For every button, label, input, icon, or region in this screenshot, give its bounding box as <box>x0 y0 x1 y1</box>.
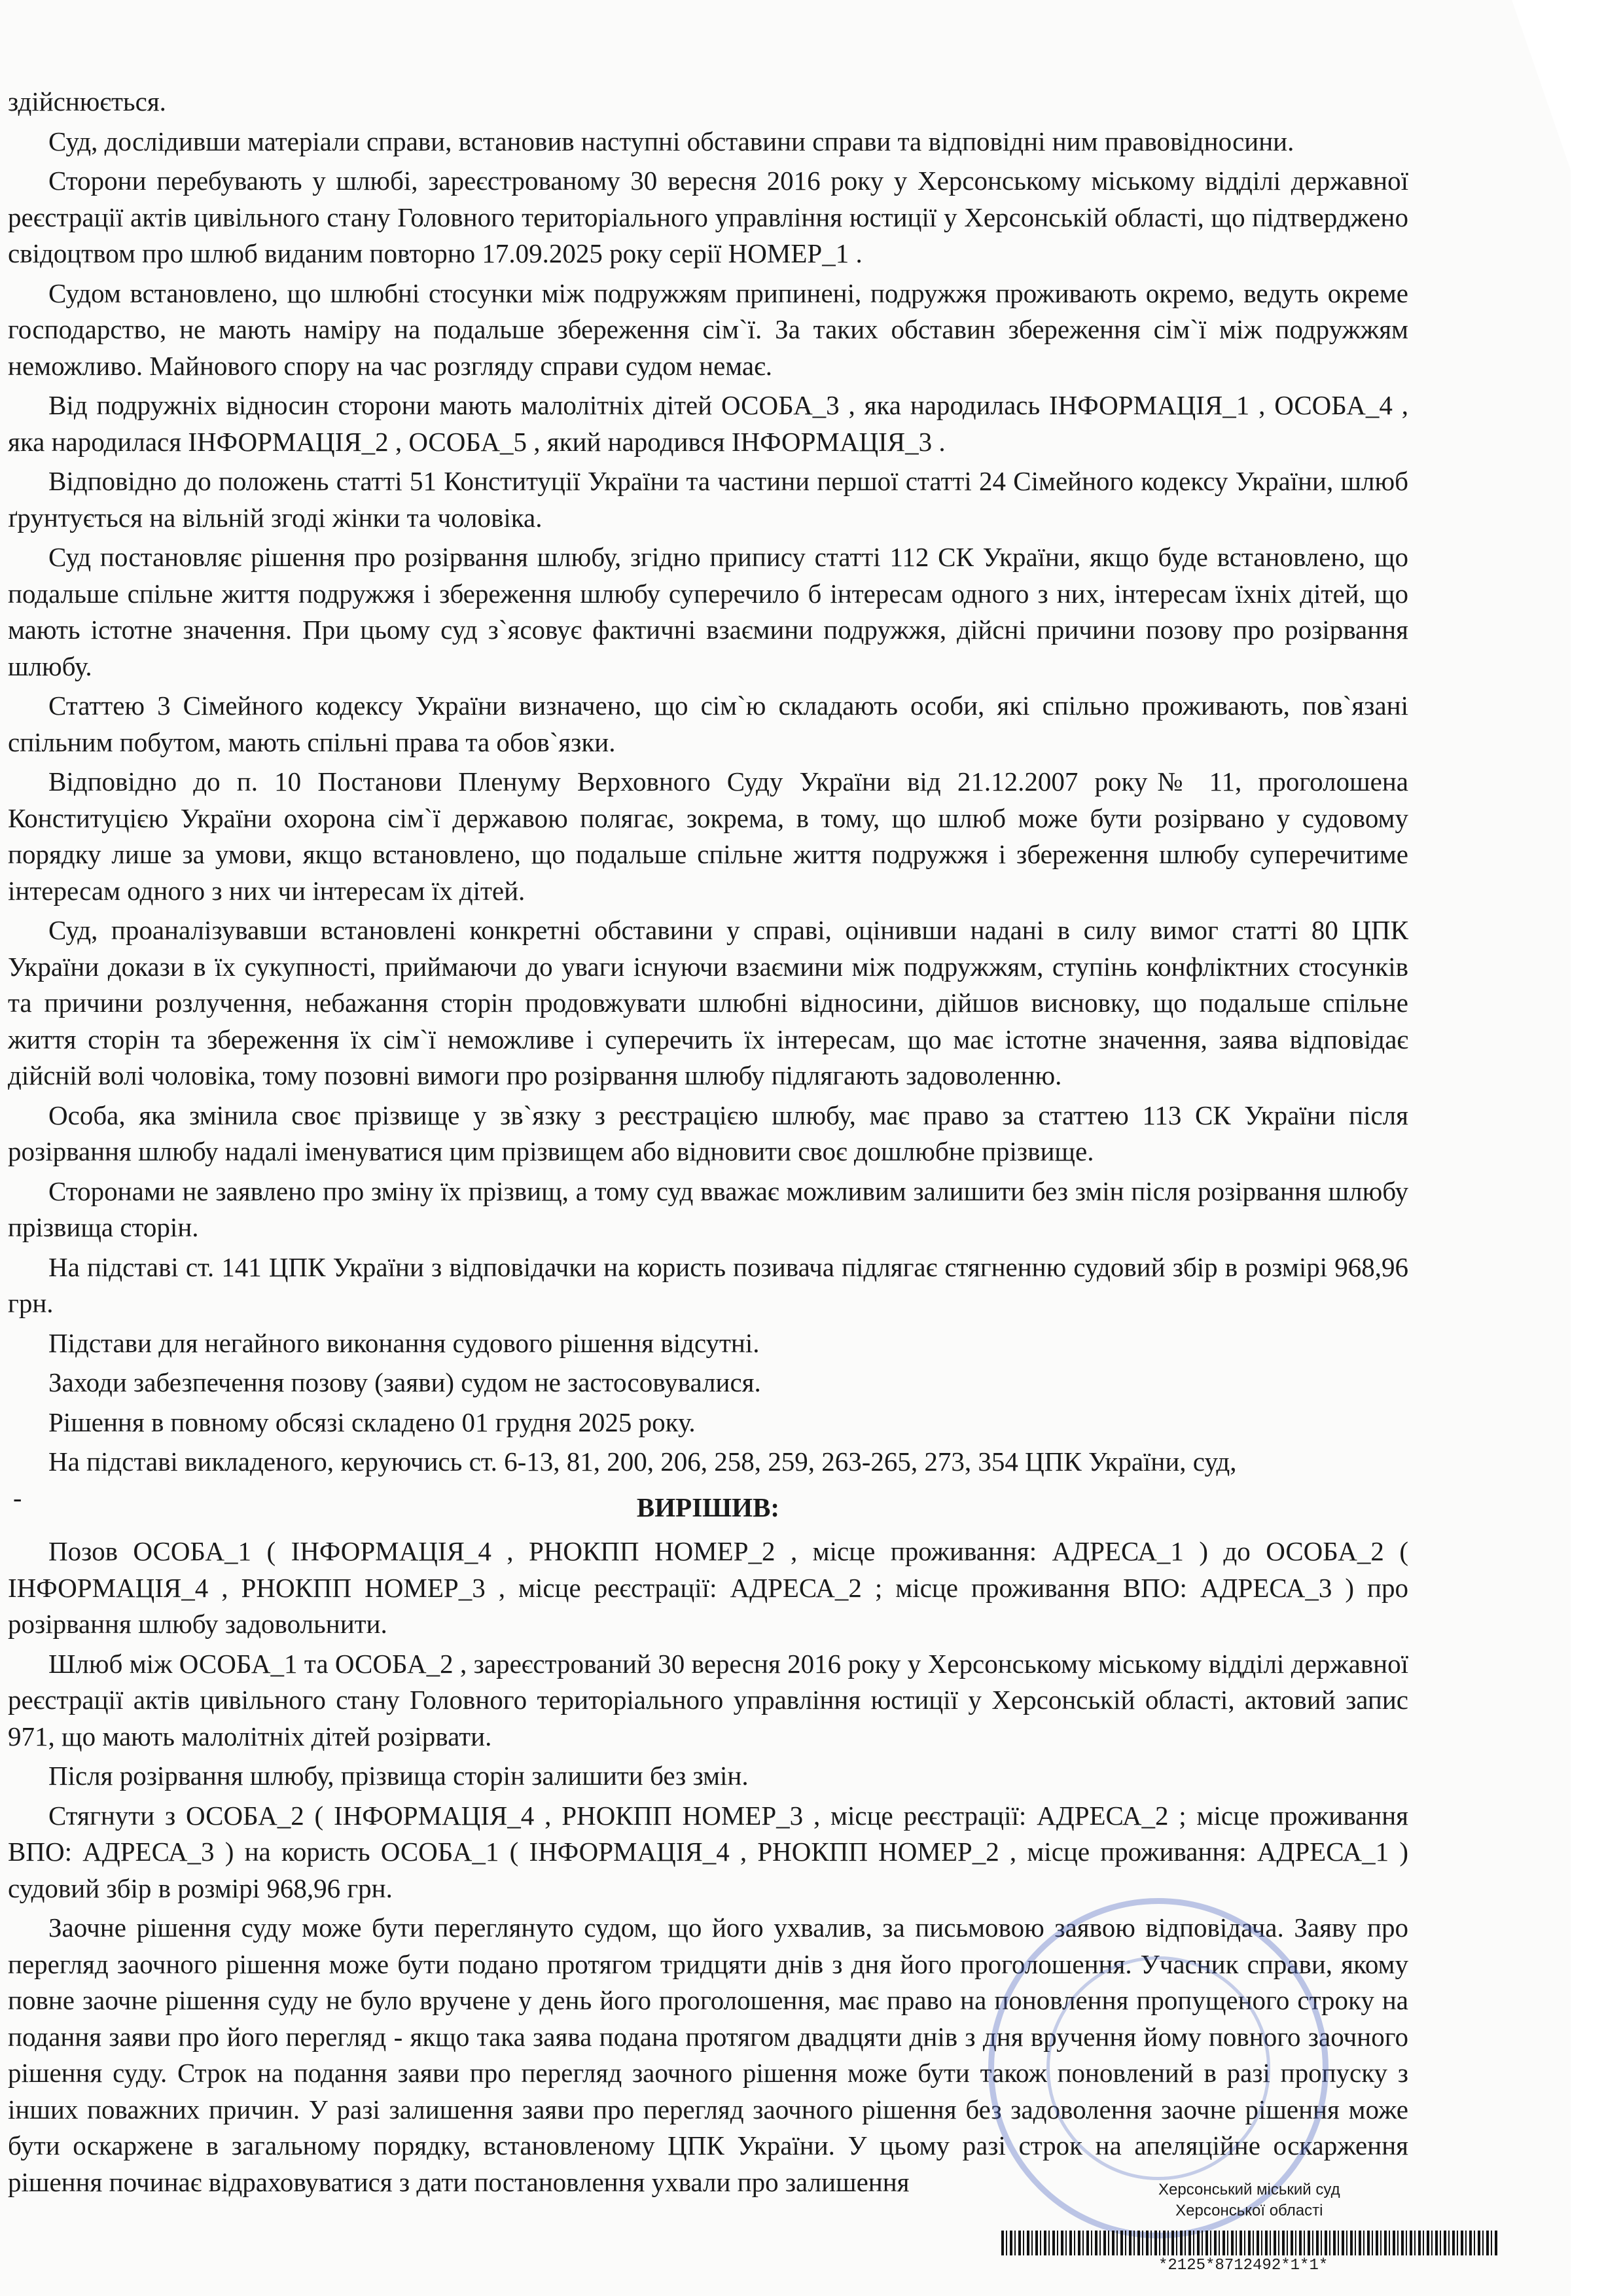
paragraph: Від подружніх відносин сторони мають малолітніх дітей ОСОБА_3 , яка народилась ІНФОРМАЦІЯ_1 , ОСОБА_4 , яка народилася ІНФОРМАЦІЯ_2 , ОСОБА_5 , який народився ІНФОРМАЦІЯ_3 . <box>8 390 1408 457</box>
decision-paragraph: Стягнути з ОСОБА_2 ( ІНФОРМАЦІЯ_4 , РНОКПП НОМЕР_3 , місце реєстрації: АДРЕСА_2 ; місце проживання ВПО: АДРЕСА_3 ) на користь ОСОБА_1 ( ІНФОРМАЦІЯ_4 , РНОКПП НОМЕР_2 , місце проживання: АДРЕСА_1 ) судовий збір в розмірі 968,96 грн. <box>8 1800 1408 1903</box>
paragraph: Відповідно до положень статті 51 Конституції України та частини першої статті 24 Сімейного кодексу України, шлюб ґрунтується на вільній згоді жінки та чоловіка. <box>8 466 1408 533</box>
paragraph: Статтею 3 Сімейного кодексу України визначено, що сім`ю складають особи, які спільно проживають, пов`язані спільним побутом, мають спільні права та обов`язки. <box>8 691 1408 757</box>
document-body <box>8 84 1408 2204</box>
paragraph: Суд, проаналізувавши встановлені конкретні обставини у справі, оцінивши надані в силу вимог статті 80 ЦПК України докази в їх сукупності, приймаючи до уваги існуючи взаємини між подружжям, ступінь конфліктних стосунків та причини розлучення, небажання сторін продовжувати шлюбні відносини, дійшов висновку, що подальше спільне життя сторін та збереження їх сім`ї неможливе і суперечить їх інтересам, що має істотне значення, заява відповідає дійсній волі чоловіка, тому позовні вимоги про розірвання шлюбу підлягають задоволенню. <box>8 915 1408 1090</box>
barcode-id: *2125*8712492*1*1* <box>1158 2257 1329 2274</box>
paragraph: На підставі викладеного, керуючись ст. 6-13, 81, 200, 206, 258, 259, 263-265, 273, 354 ЦПК України, суд, <box>48 1446 1237 1477</box>
barcode <box>1001 2231 1499 2255</box>
paragraph: На підставі ст. 141 ЦПК України з відповідачки на користь позивача підлягає стягненню судовий збір в розмірі 968,96 грн. <box>8 1251 1408 1318</box>
paragraph: Суд, дослідивши матеріали справи, встановив наступні обставини справи та відповідні ним правовідносини. <box>48 126 1294 156</box>
paragraph: Заходи забезпечення позову (заяви) судом не застосовувалися. <box>48 1367 761 1397</box>
footer-court-name <box>1158 2179 1340 2221</box>
decision-paragraph: Заочне рішення суду може бути переглянуто судом, що його ухвалив, за письмовою заявою відповідача. Заяву про перегляд заочного рішення може бути подано протягом тридцяти днів з дня його проголошення. Учасник справи, якому повне заочне рішення суду не було вручене у день його проголошення, має право на поновлення пропущеного строку на подання заяви про його перегляд - якщо така заява подана протягом двадцяти днів з дня вручення йому повного заочного рішення суду. Строк на подання заяви про перегляд заочного рішення може бути також поновлений в разі пропуску з інших поважних причин. У разі залишення заяви про перегляд заочного рішення без задоволення заочне рішення може бути оскаржене в загальному порядку, встановленому ЦПК України. У цьому разі строк на апеляційне оскарження рішення починає відраховуватися з дати постановлення ухвали про залишення <box>8 1912 1408 2197</box>
paragraph: Рішення в повному обсязі складено 01 грудня 2025 року. <box>48 1407 696 1437</box>
page-fold <box>1512 0 1571 170</box>
margin-dash: - <box>13 1483 22 1513</box>
paragraph: Судом встановлено, що шлюбні стосунки між подружжям припинені, подружжя проживають окремо, ведуть окреме господарство, не мають наміру на подальше збереження сім`ї. За таких обставин збереження сім`ї між подружжям неможливо. Майнового спору на час розгляду справи судом немає. <box>8 278 1408 381</box>
footer-court-line1: Херсонський міський суд <box>1158 2181 1340 2198</box>
decision-heading: ВИРІШИВ: <box>636 1492 780 1522</box>
decision-paragraph: Позов ОСОБА_1 ( ІНФОРМАЦІЯ_4 , РНОКПП НОМЕР_2 , місце проживання: АДРЕСА_1 ) до ОСОБА_2 ( ІНФОРМАЦІЯ_4 , РНОКПП НОМЕР_3 , місце реєстрації: АДРЕСА_2 ; місце проживання ВПО: АДРЕСА_3 ) про розірвання шлюбу задовольнити. <box>8 1536 1408 1639</box>
footer-court-line2: Херсонської області <box>1175 2202 1323 2219</box>
decision-paragraph: Після розірвання шлюбу, прізвища сторін залишити без змін. <box>48 1761 749 1791</box>
paragraph: Відповідно до п. 10 Постанови Пленуму Верховного Суду України від 21.12.2007 року№ 11, проголошена Конституцією України охорона сім`ї державою полягає, зокрема, в тому, що шлюб може бути розірвано у судовому порядку лише за умови, якщо встановлено, що подальше спільне життя подружжя і збереження шлюбу суперечитиме інтересам одного з них чи інтересам їх дітей. <box>8 766 1408 906</box>
paragraph: здійснюється. <box>8 86 166 117</box>
paragraph: Суд постановляє рішення про розірвання шлюбу, згідно припису статті 112 СК України, якщо буде встановлено, що подальше спільне життя подружжя і збереження шлюбу суперечило б інтересам одного з них, інтересам їхніх дітей, що мають істотне значення. При цьому суд з`ясовує фактичні взаємини подружжя, дійсні причини позову про розірвання шлюбу. <box>8 542 1408 681</box>
paragraph: Сторони перебувають у шлюбі, зареєстрованому 30 вересня 2016 року у Херсонському міському відділі державної реєстрації актів цивільного стану Головного територіального управління юстиції у Херсонській області, що підтверджено свідоцтвом про шлюб виданим повторно 17.09.2025 року серії НОМЕР_1 . <box>8 166 1408 268</box>
paragraph: Особа, яка змінила своє прізвище у зв`язку з реєстрацією шлюбу, має право за статтею 113 СК України після розірвання шлюбу надалі іменуватися цим прізвищем або відновити своє дошлюбне прізвище. <box>8 1100 1408 1166</box>
court-seal-inner-ring <box>1046 1956 1270 2180</box>
paragraph: Сторонами не заявлено про зміну їх прізвищ, а тому суд вважає можливим залишити без змін після розірвання шлюбу прізвища сторін. <box>8 1175 1408 1242</box>
paragraph: Підстави для негайного виконання судового рішення відсутні. <box>48 1327 760 1358</box>
decision-paragraph: Шлюб між ОСОБА_1 та ОСОБА_2 , зареєстрований 30 вересня 2016 року у Херсонському міському відділі державної реєстрації актів цивільного стану Головного територіального управління юстиції у Херсонській області, актовий запис 971, що мають малолітніх дітей розірвати. <box>8 1648 1408 1751</box>
